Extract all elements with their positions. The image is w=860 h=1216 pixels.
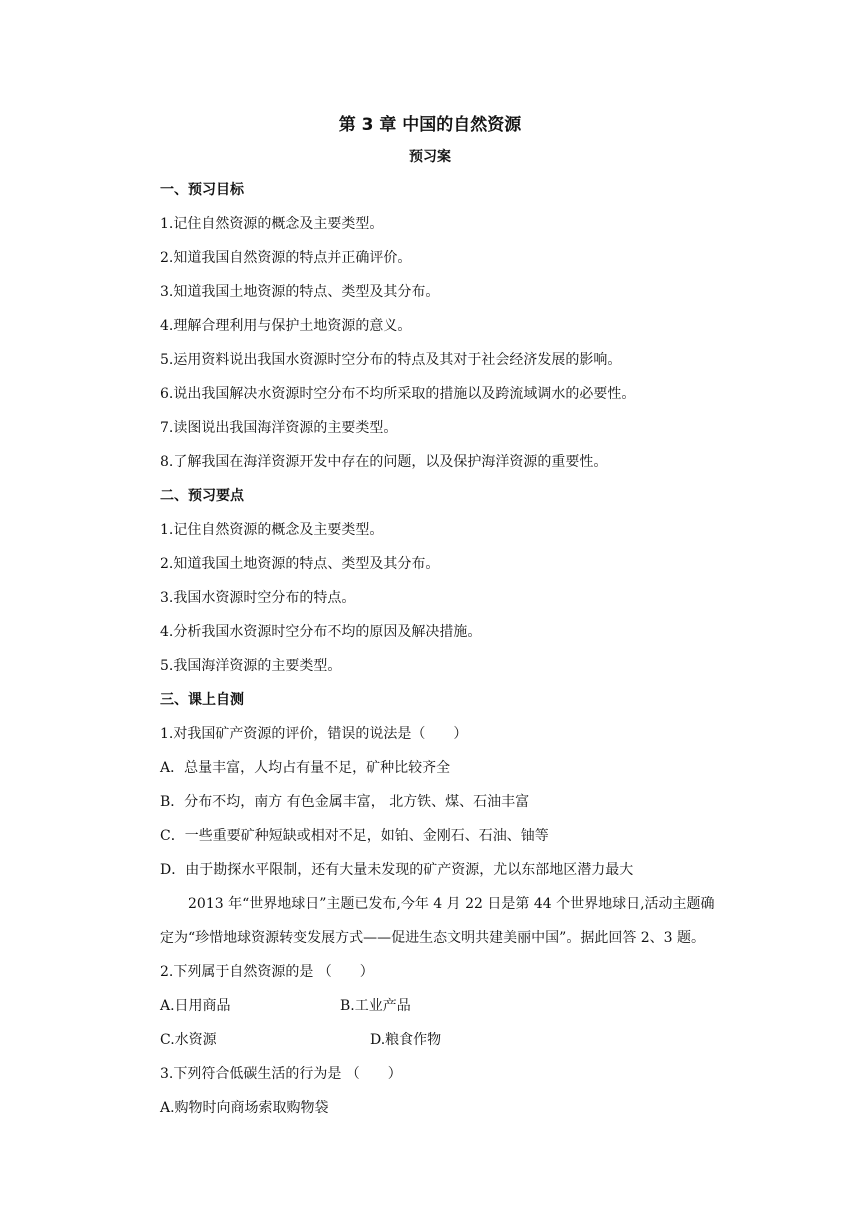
question-2-option-d: D.粮食作物 (370, 1032, 442, 1048)
goal-item: 1.记住自然资源的概念及主要类型。 (160, 216, 384, 232)
passage-line-2: 定为“珍惜地球资源转变发展方式——促进生态文明共建美丽中国”。据此回答 2、3 题。 (160, 930, 706, 946)
question-2-options-row-2 (160, 1030, 700, 1050)
section-heading-test: 三、课上自测 (160, 692, 244, 708)
goal-item: 3.知道我国土地资源的特点、类型及其分布。 (160, 284, 440, 300)
question-2-option-b: B.工业产品 (340, 998, 411, 1014)
question-1-option-d: D．由于勘探水平限制，还有大量未发现的矿产资源，尤以东部地区潜力最大 (160, 862, 634, 878)
section-heading-goals: 一、预习目标 (160, 182, 244, 198)
question-1-option-c: C．一些重要矿种短缺或相对不足，如铂、金刚石、石油、铀等 (160, 828, 549, 844)
passage-line-1-text: 2013 年“世界地球日”主题已发布,今年 4 月 22 日是第 44 个世界地球日,活动主题确 (188, 896, 715, 912)
goal-item: 2.知道我国自然资源的特点并正确评价。 (160, 250, 412, 266)
question-1-stem: 1.对我国矿产资源的评价，错误的说法是（ ） (160, 726, 468, 742)
point-item: 5.我国海洋资源的主要类型。 (160, 658, 342, 674)
question-2-option-c: C.水资源 (160, 1032, 217, 1048)
question-3-option-a: A.购物时向商场索取购物袋 (160, 1100, 329, 1116)
question-1-option-a: A．总量丰富，人均占有量不足，矿种比较齐全 (160, 760, 451, 776)
goal-item: 6.说出我国解决水资源时空分布不均所采取的措施以及跨流域调水的必要性。 (160, 386, 636, 402)
goal-item: 8.了解我国在海洋资源开发中存在的问题，以及保护海洋资源的重要性。 (160, 454, 608, 470)
question-3-stem: 3.下列符合低碳生活的行为是 （ ） (160, 1066, 402, 1082)
question-2-option-a: A.日用商品 (160, 998, 231, 1014)
goal-item: 5.运用资料说出我国水资源时空分布的特点及其对于社会经济发展的影响。 (160, 352, 622, 368)
passage-line-1 (188, 894, 715, 914)
page-subtitle: 预习案 (409, 149, 451, 165)
section-heading-points: 二、预习要点 (160, 488, 244, 504)
point-item: 3.我国水资源时空分布的特点。 (160, 590, 356, 606)
question-2-options-row-1 (160, 996, 700, 1016)
goal-item: 4.理解合理利用与保护土地资源的意义。 (160, 318, 412, 334)
question-1-option-b: B．分布不均，南方 有色金属丰富， 北方铁、煤、石油丰富 (160, 794, 530, 810)
question-2-stem: 2.下列属于自然资源的是 （ ） (160, 964, 374, 980)
page-title: 第 3 章 中国的自然资源 (338, 115, 522, 135)
point-item: 4.分析我国水资源时空分布不均的原因及解决措施。 (160, 624, 482, 640)
point-item: 1.记住自然资源的概念及主要类型。 (160, 522, 384, 538)
goal-item: 7.读图说出我国海洋资源的主要类型。 (160, 420, 398, 436)
point-item: 2.知道我国土地资源的特点、类型及其分布。 (160, 556, 440, 572)
